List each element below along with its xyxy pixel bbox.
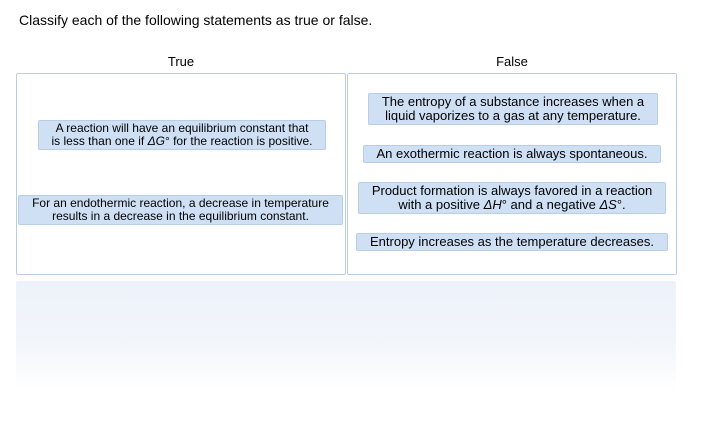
chip-symbol-delta-g: ΔG xyxy=(147,134,165,148)
answer-chip-endothermic[interactable] xyxy=(18,195,343,225)
chip-symbol-delta-h: ΔH xyxy=(483,197,502,212)
chip-text-line1: Entropy increases as the temperature decreases. xyxy=(370,234,654,249)
false-drop-zone[interactable] xyxy=(347,73,677,275)
false-column-header: False xyxy=(496,54,528,69)
chip-text-line1: The entropy of a substance increases when a xyxy=(381,94,645,109)
chip-text-line2-mid: ° and a negative xyxy=(501,197,600,212)
chip-text-line2-pre: with a positive xyxy=(398,197,484,212)
answer-chip-entropy-temperature[interactable] xyxy=(356,233,668,251)
answer-chip-product-formation[interactable] xyxy=(358,182,666,214)
true-drop-zone[interactable] xyxy=(16,73,346,275)
chip-symbol-delta-s: ΔS xyxy=(599,197,617,212)
chip-text-line2-post: ° for the reaction is positive. xyxy=(164,134,313,148)
answer-chip-entropy-vaporize[interactable] xyxy=(368,93,658,125)
chip-text-line1: A reaction will have an equilibrium constant that xyxy=(55,121,309,135)
true-column-header: True xyxy=(167,54,195,69)
chip-text-line2-pre: is less than one if xyxy=(51,134,148,148)
answer-bank-area[interactable] xyxy=(16,281,676,391)
answer-chip-exothermic[interactable] xyxy=(363,145,661,163)
chip-text-line1: For an endothermic reaction, a decrease in temperature xyxy=(32,196,329,210)
chip-text-line2: results in a decrease in the equilibrium constant. xyxy=(52,209,309,223)
chip-text-line2-post: °. xyxy=(616,197,626,212)
chip-text-line1: An exothermic reaction is always spontaneous. xyxy=(376,146,648,161)
chip-text-line2: liquid vaporizes to a gas at any temperature. xyxy=(385,108,641,123)
question-prompt: Classify each of the following statements as true or false. xyxy=(19,12,373,28)
chip-text-line1: Product formation is always favored in a reaction xyxy=(371,183,653,198)
answer-chip-equilibrium-constant[interactable] xyxy=(38,120,326,150)
